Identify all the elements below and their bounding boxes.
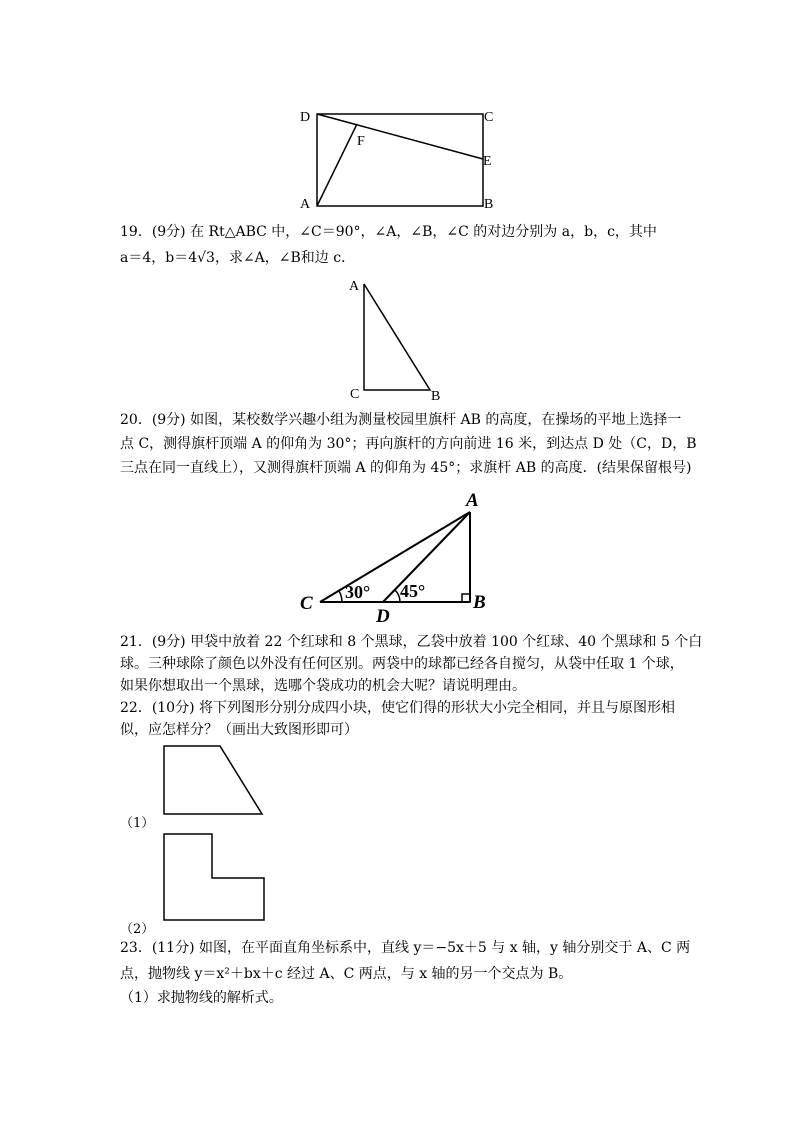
q23-line1: 23．(11分) 如图，在平面直角坐标系中，直线 y＝−5x＋5 与 x 轴，y 轴分别交于 A、C 两 [120, 940, 691, 956]
label-c: C [484, 110, 494, 125]
label-d: D [300, 110, 311, 125]
angle-arc-c [339, 591, 342, 602]
q20-line3: 三点在同一直线上），又测得旗杆顶端 A 的仰角为 45°；求旗杆 AB 的高度．(结果保留根号) [120, 460, 692, 476]
segment-de [317, 114, 483, 159]
q22-sub-label-2: （2） [120, 922, 155, 937]
label-a: A [466, 490, 479, 511]
q21-line1: 21．(9分) 甲袋中放着 22 个红球和 8 个黑球，乙袋中放着 100 个红球、40 个黑球和 5 个白 [120, 634, 703, 650]
label-d: D [376, 606, 390, 626]
segment-af [317, 124, 357, 206]
right-triangle-figure [338, 276, 450, 404]
label-f: F [357, 134, 365, 149]
q22-sub-label-1: （1） [120, 816, 155, 831]
triangle-acb [364, 284, 430, 390]
q22-line2: 似，应怎样分？（画出大致图形即可） [120, 722, 358, 738]
q20-line1: 20．(9分) 如图，某校数学兴趣小组为测量校园里旗杆 AB 的高度，在操场的平地上选择一 [120, 412, 682, 428]
label-c: C [350, 387, 360, 402]
rectangle-abcd [317, 114, 483, 206]
right-angle-mark [462, 594, 470, 602]
q21-line2: 球。三种球除了颜色以外没有任何区别。两袋中的球都已经各自搅匀，从袋中任取 1 个球， [120, 656, 684, 672]
q21-line3: 如果你想取出一个黑球，选哪个袋成功的机会大呢？请说明理由。 [120, 678, 526, 694]
flagpole-figure [296, 486, 502, 626]
trapezoid-shape [164, 746, 262, 814]
l-shape [164, 834, 264, 920]
label-a: A [349, 279, 360, 294]
label-b: B [431, 389, 441, 404]
trapezoid-figure [158, 742, 270, 820]
label-b: B [473, 592, 486, 613]
angle-label-45: 45° [400, 581, 426, 601]
q20-line2: 点 C，测得旗杆顶端 A 的仰角为 30°；再向旗杆的方向前进 16 米，到达点 D 处（C，D，B [120, 436, 697, 452]
label-e: E [483, 154, 492, 169]
label-b: B [484, 197, 494, 212]
q23-line3: （1）求抛物线的解析式。 [120, 990, 283, 1006]
q22-line1: 22．(10分) 将下列图形分别分成四小块，使它们得的形状大小完全相同，并且与原图形相 [120, 700, 676, 716]
label-a: A [300, 197, 311, 212]
q19-line2: a＝4，b＝4√3，求∠A，∠B和边 c． [120, 250, 356, 266]
label-c: C [300, 593, 313, 614]
q19-line1: 19．(9分) 在 Rt△ABC 中，∠C＝90°，∠A，∠B，∠C 的对边分别为 a，b，c，其中 [120, 224, 657, 240]
rectangle-figure [296, 104, 506, 214]
angle-label-30: 30° [345, 582, 371, 602]
q23-line2: 点，抛物线 y＝x²＋bx＋c 经过 A、C 两点，与 x 轴的另一个交点为 B。 [120, 966, 573, 982]
l-shape-figure [158, 828, 270, 924]
